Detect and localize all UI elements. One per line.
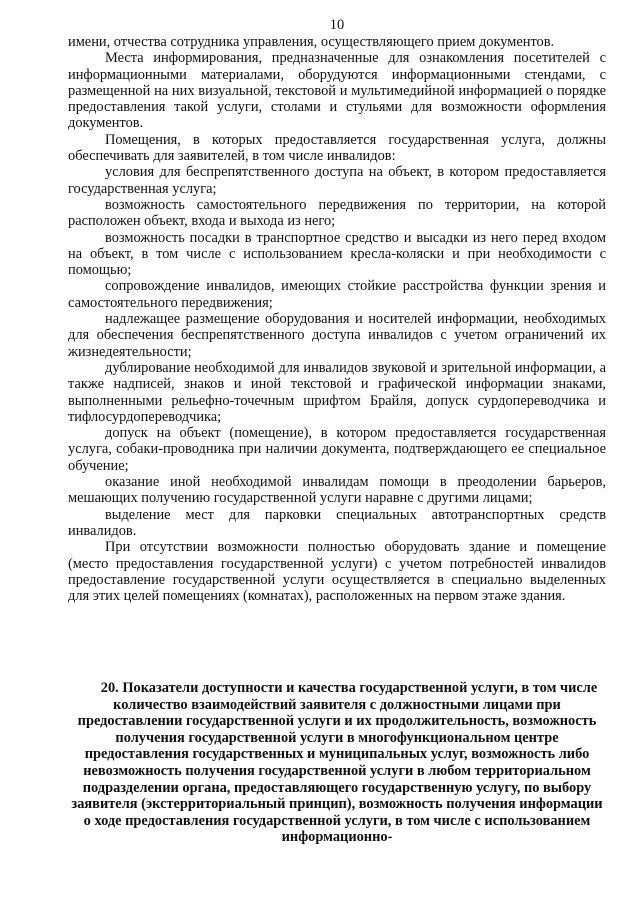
list-item-equipment: надлежащее размещение оборудования и носителей информации, необходимых для обеспечения беспрепятственного доступа инвалидов с учетом ограничений их жизнедеятельности; (68, 311, 606, 360)
list-item-transport: возможность посадки в транспортное средство и высадки из него перед входом на объект, в том числе с использованием кресла-коляски и при необходимости с помощью; (68, 229, 606, 279)
paragraph-info-places: Места информирования, предназначенные для ознакомления посетителей с информационными материалами, оборудуются информационными стендами, с размещенной на них визуальной, текстовой и мультимедийной информацией о порядке предоставления такой услуги, столами и стульями для возможности оформления документов. (68, 50, 606, 132)
list-item-parking: выделение мест для парковки специальных автотранспортных средств инвалидов. (68, 506, 606, 539)
paragraph-premises: Помещения, в которых предоставляется государственная услуга, должны обеспечивать для заявителей, в том числе инвалидов: (68, 131, 606, 165)
list-item-duplication: дублирование необходимой для инвалидов звуковой и зрительной информации, а также надписей, знаков и иной текстовой и графической информации знаками, выполненными рельефно-точечным шрифтом Брайля, допуск сурдопереводчика и тифлосурдопереводчика; (68, 359, 606, 425)
list-item-access-conditions: условия для беспрепятственного доступа на объект, в котором предоставляется государственная услуга; (68, 164, 606, 197)
page-number: 10 (329, 17, 345, 33)
section-heading-text: 20. Показатели доступности и качества государственной услуги, в том числе количество взаимодействий заявителя с должностными лицами при предоставлении государственной услуги и их продолжительность, возможность получения государственной услуги в многофункциональном центре предоставления государственных и муниципальных услуг, возможность либо невозможность получения государственной услуги в любом территориальном подразделении органа, предоставляющего государственную услугу, по выбору заявителя (экстерриториальный принцип), возможность получения информации о ходе предоставления государственной услуги, в том числе с использованием информационно- (71, 680, 603, 846)
paragraph-alternative-premises: При отсутствии возможности полностью оборудовать здание и помещение (место предоставления государственной услуги) с учетом потребностей инвалидов предоставление государственной услуги осуществляется в специально выделенных для этих целей помещениях (комнатах), расположенных на первом этаже здания. (68, 539, 606, 605)
list-item-assistance: оказание иной необходимой инвалидам помощи в преодолении барьеров, мешающих получению государственной услуги наравне с другими лицами; (68, 474, 606, 507)
body-text (68, 34, 606, 604)
paragraph-continuation: имени, отчества сотрудника управления, осуществляющего прием документов. (68, 34, 555, 50)
list-item-movement: возможность самостоятельного передвижения по территории, на которой расположен объект, входа и выхода из него; (68, 196, 606, 230)
list-item-guide-dog: допуск на объект (помещение), в котором предоставляется государственная услуга, собаки-проводника при наличии документа, подтверждающего ее специальное обучение; (68, 425, 606, 474)
list-item-escort: сопровождение инвалидов, имеющих стойкие расстройства функции зрения и самостоятельного передвижения; (68, 278, 606, 311)
section-heading (68, 680, 606, 846)
